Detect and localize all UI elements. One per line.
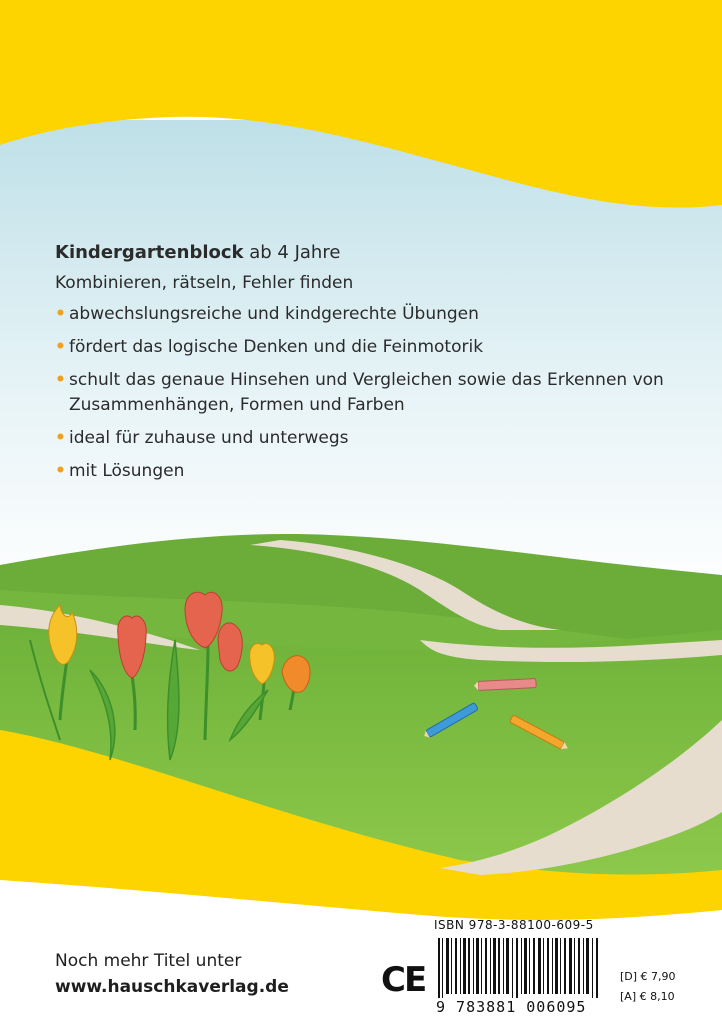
bullet-icon: • xyxy=(55,370,66,390)
list-item: • fördert das logische Denken und die Feinmotorik xyxy=(55,335,675,360)
more-titles-text: Noch mehr Titel unter xyxy=(55,951,242,971)
subtitle: Kombinieren, rätseln, Fehler finden xyxy=(55,273,354,293)
bullet-icon: • xyxy=(55,461,66,481)
price-de: [D] € 7,90 xyxy=(620,970,676,983)
feature-list xyxy=(55,302,675,484)
bullet-icon: • xyxy=(55,304,66,324)
barcode-digits: 9 783881 006095 xyxy=(436,998,587,1016)
bullet-icon: • xyxy=(55,428,66,448)
isbn-text: ISBN 978-3-88100-609-5 xyxy=(434,918,594,932)
website-link[interactable]: www.hauschkaverlag.de xyxy=(55,977,289,997)
barcode xyxy=(432,938,612,998)
description-block xyxy=(55,240,675,492)
age-text: ab 4 Jahre xyxy=(249,242,341,263)
price-at: [A] € 8,10 xyxy=(620,990,675,1003)
list-item: • ideal für zuhause und unterwegs xyxy=(55,426,675,451)
product-name: Kindergartenblock xyxy=(55,242,244,263)
price-block xyxy=(620,967,676,1007)
product-title-line xyxy=(55,240,675,266)
list-item: • schult das genaue Hinsehen und Vergleichen sowie das Erkennen von Zusammenhängen, Formen und Farben xyxy=(55,370,664,415)
more-titles-block xyxy=(55,948,289,1000)
list-item: • mit Lösungen xyxy=(55,459,675,484)
bullet-icon: • xyxy=(55,337,66,357)
list-item: • abwechslungsreiche und kindgerechte Übungen xyxy=(55,302,675,327)
ce-mark-icon: CE xyxy=(381,960,426,1000)
